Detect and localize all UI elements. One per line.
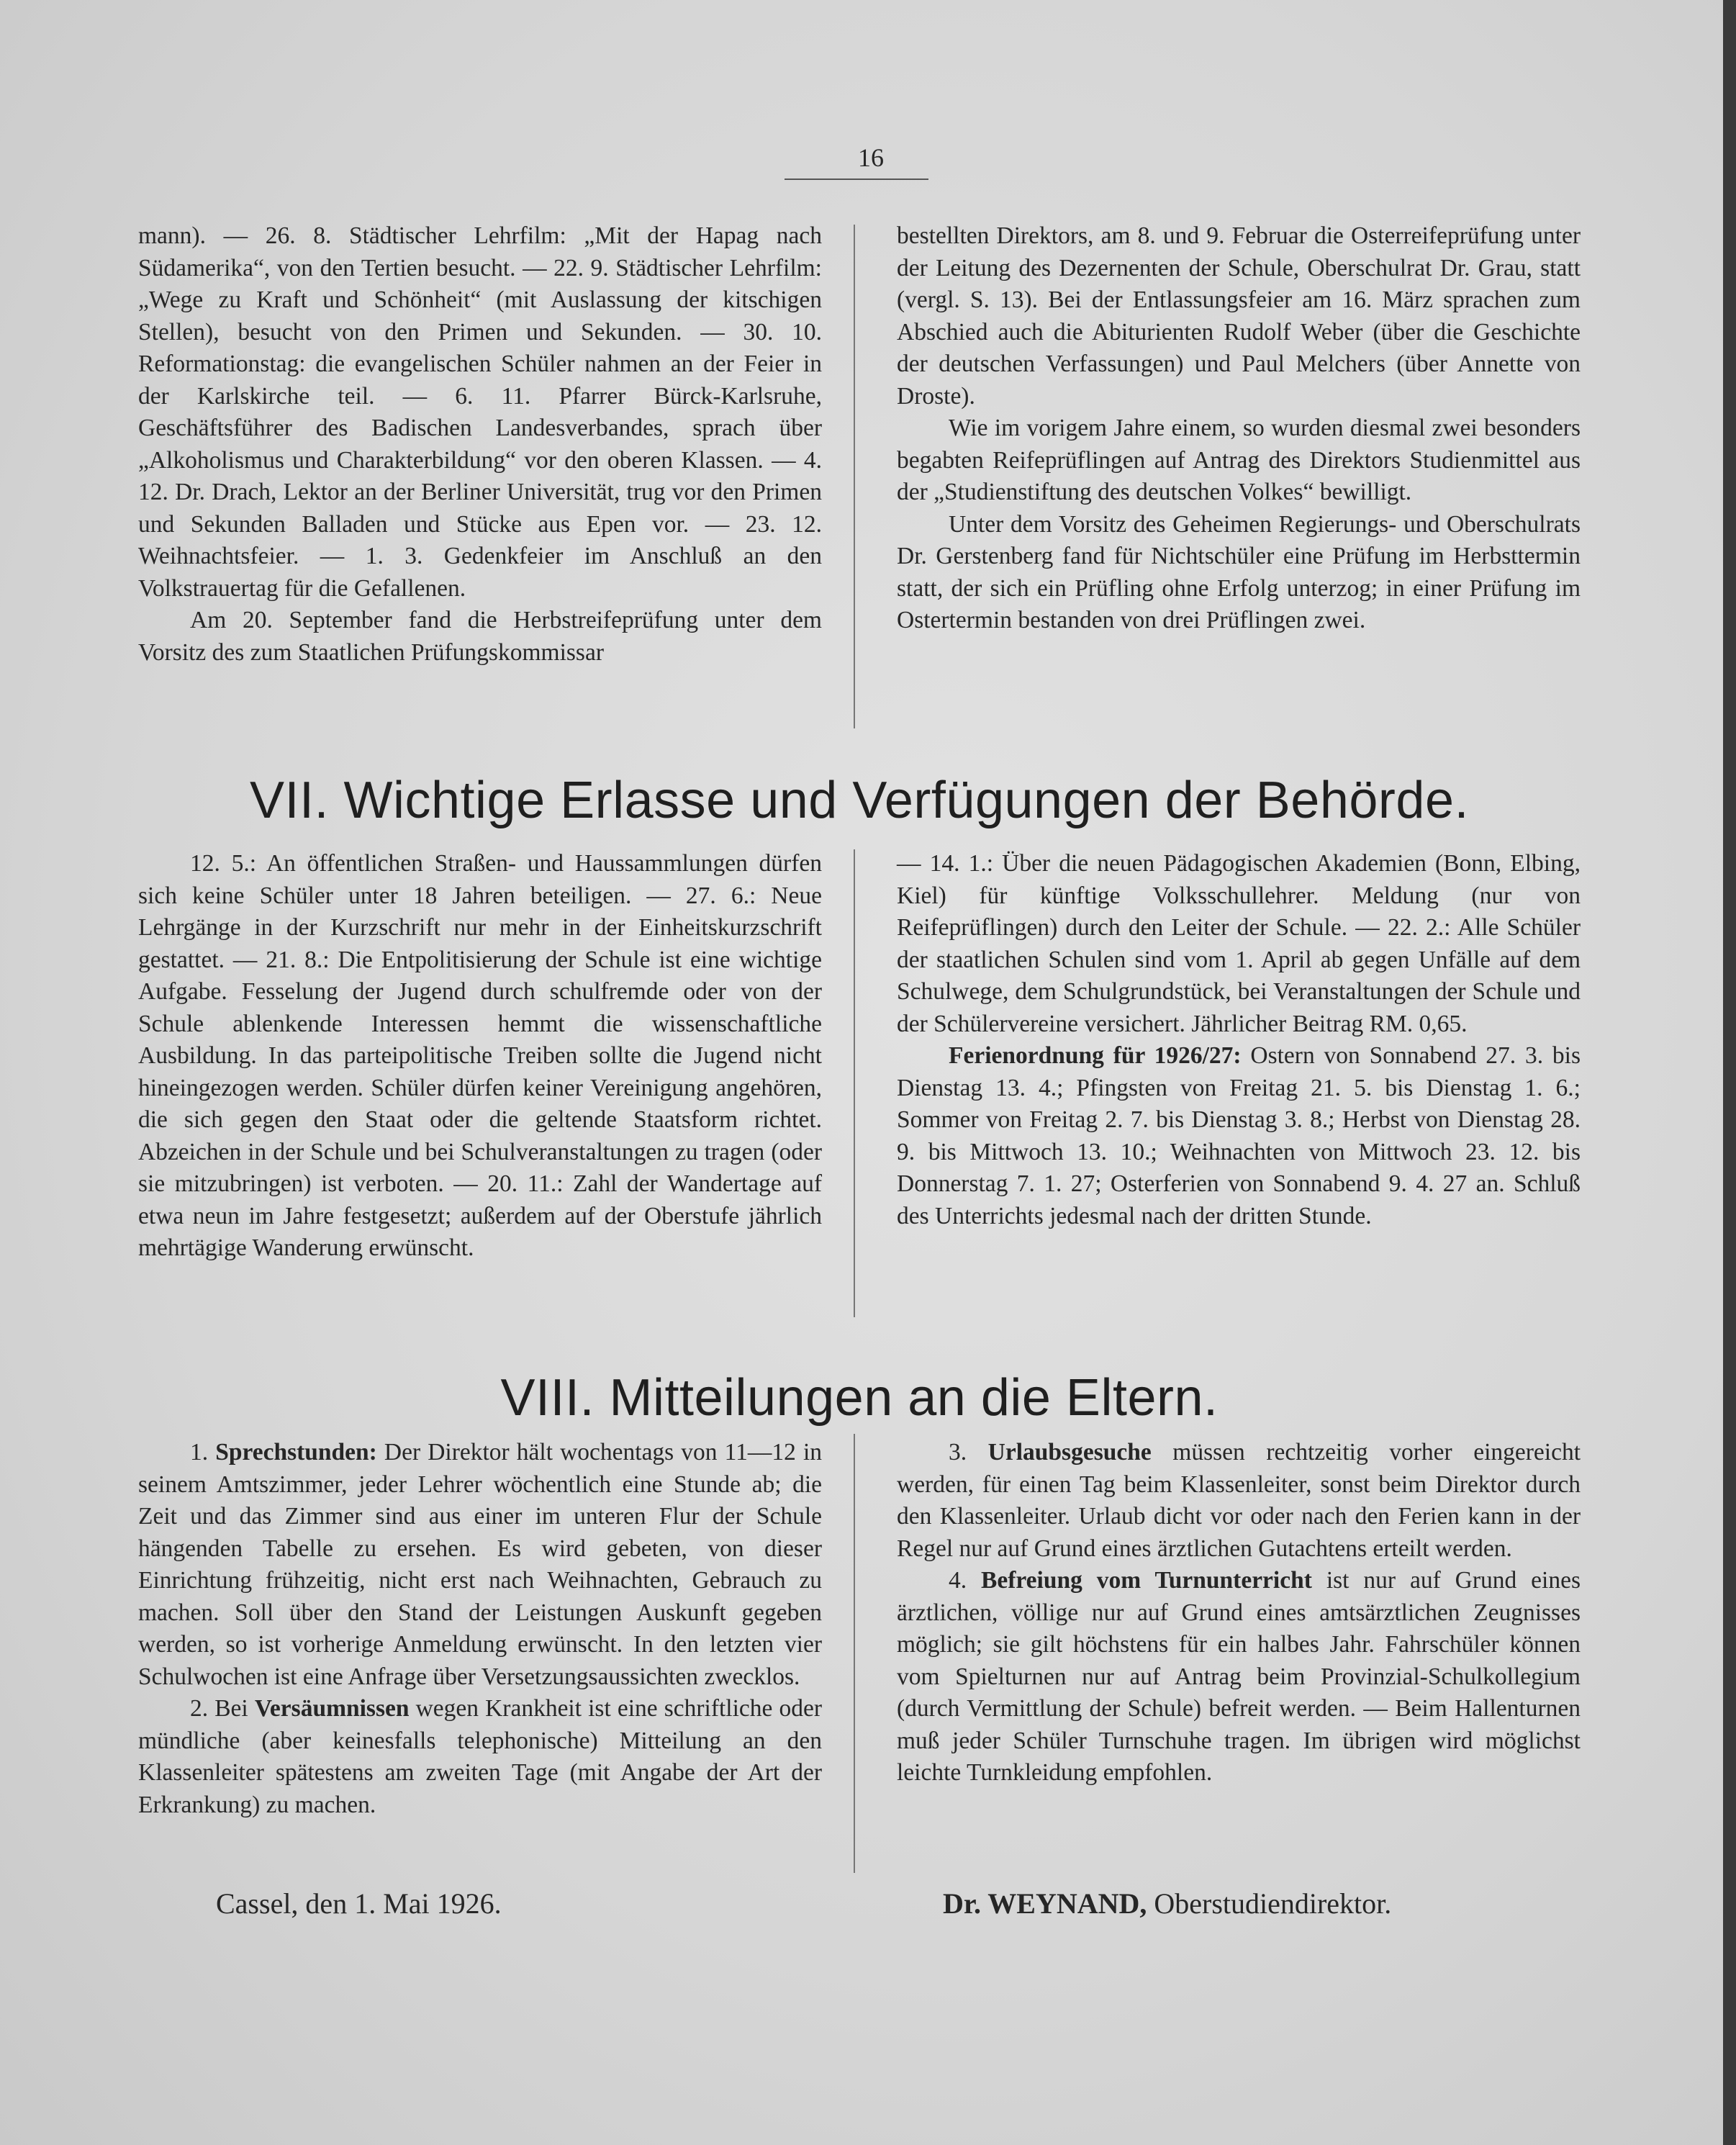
signature-name: Dr. WEYNAND, <box>943 1887 1147 1920</box>
section-vii-right-column <box>897 848 1581 1232</box>
paragraph: — 14. 1.: Über die neuen Pädagogischen Akademien (Bonn, Elbing, Kiel) für künftige Volksschullehrer. Meldung (nur von Reifeprüflingen) durch den Leiter der Schule. — 22. 2.: Alle Schüler der staatlichen Schulen sind vom 1. April ab gegen Unfälle auf dem Schulwege, dem Schulgrundstück, bei Veranstaltungen der Schule und der Schülervereine versichert. Jährlicher Beitrag RM. 0,65. <box>897 850 1581 1037</box>
ferien-label: Ferienordnung für 1926/27: <box>949 1042 1242 1069</box>
item-urlaubsgesuche <box>897 1437 1581 1565</box>
paragraph: mann). — 26. 8. Städtischer Lehrfilm: „Mit der Hapag nach Südamerika“, von den Tertien besucht. — 22. 9. Städtischer Lehrfilm: „Wege zu Kraft und Schönheit“ (mit Auslassung der kitschigen Stellen), besucht von den Primen und Sekunden. — 30. 10. Reformationstag: die evangelischen Schüler nahmen an der Feier in der Karlskirche teil. — 6. 11. Pfarrer Bürck-Karlsruhe, Geschäftsführer des Badischen Landesverbandes, sprach über „Alkoholismus und Charakterbildung“ vor den oberen Klassen. — 4. 12. Dr. Drach, Lektor an der Berliner Universität, trug vor den Primen und Sekunden Balladen und Stücke aus Epen vor. — 23. 12. Weihnachtsfeier. — 1. 3. Gedenkfeier im Anschluß an den Volkstrauertag für die Gefallenen. <box>138 222 822 602</box>
column-divider <box>854 849 855 1317</box>
ferien-text: Ostern von Sonnabend 27. 3. bis Dienstag 13. 4.; Pfingsten von Freitag 21. 5. bis Dienstag 1. 6.; Sommer von Freitag 2. 7. bis Dienstag 3. 8.; Herbst von Dienstag 28. 9. bis Mittwoch 13. 10.; Weihnachten von Mittwoch 23. 12. bis Donnerstag 7. 1. 27; Osterferien von Sonnabend 9. 4. 27 an. Schluß des Unterrichts jedesmal nach der dritten Stunde. <box>897 1042 1581 1229</box>
page-number: 16 <box>858 143 884 172</box>
section-viii-left-column <box>138 1437 822 1821</box>
ferien-paragraph <box>897 1040 1581 1232</box>
item-label: Sprechstunden: <box>215 1439 377 1466</box>
section-vi-left-column <box>138 220 822 669</box>
item-label: Urlaubsgesuche <box>987 1439 1152 1466</box>
item-text: ist nur auf Grund eines ärztlichen, völlige nur auf Grund eines amtsärztlichen Zeugnisses möglich; sie gilt höchstens für ein halbes Jahr. Fahrschüler können vom Spielturnen nur auf Antrag beim Provinzial-Schulkollegium (durch Vermittlung der Schule) befreit werden. — Beim Hallenturnen muß jeder Schüler Turnschuhe tragen. Im übrigen wird möglichst leichte Turnkleidung empfohlen. <box>897 1567 1581 1786</box>
item-turnbefreiung <box>897 1565 1581 1789</box>
place-date: Cassel, den 1. Mai 1926. <box>216 1887 502 1920</box>
item-number: 2. Bei <box>190 1695 248 1722</box>
section-viii-heading: VIII. Mitteilungen an die Eltern. <box>500 1369 1219 1427</box>
item-number: 4. <box>949 1567 967 1594</box>
section-vii-heading: VII. Wichtige Erlasse und Verfügungen der Behörde. <box>249 772 1469 829</box>
column-divider <box>854 225 855 728</box>
column-divider <box>854 1434 855 1873</box>
item-text: Der Direktor hält wochentags von 11—12 in seinem Amtszimmer, jeder Lehrer wöchentlich eine Stunde ab; die Zeit und das Zimmer sind aus einer im unteren Flur der Schule hängenden Tabelle zu ersehen. Es wird gebeten, von dieser Einrichtung frühzeitig, nicht erst nach Weihnachten, Gebrauch zu machen. Soll über den Stand der Leistungen Auskunft gegeben werden, so ist vorherige Anmeldung erwünscht. In den letzten vier Schulwochen ist eine Anfrage über Versetzungsaussichten zwecklos. <box>138 1439 823 1690</box>
page-number-rule <box>785 179 928 180</box>
signature-title: Oberstudiendirektor. <box>1154 1887 1392 1920</box>
section-vii-left-column <box>138 848 822 1265</box>
item-versaeumnisse <box>138 1693 822 1821</box>
item-label: Versäumnissen <box>254 1695 410 1722</box>
paragraph: Am 20. September fand die Herbstreifeprüfung unter dem Vorsitz des zum Staatlichen Prüfungskommissar <box>138 607 822 666</box>
signature <box>943 1886 1391 1922</box>
paragraph: Wie im vorigem Jahre einem, so wurden diesmal zwei besonders begabten Reifeprüflingen auf Antrag des Direktors Studienmittel aus der „Studienstiftung des deutschen Volkes“ bewilligt. <box>897 415 1581 505</box>
paragraph: 12. 5.: An öffentlichen Straßen- und Haussammlungen dürfen sich keine Schüler unter 18 Jahren beteiligen. — 27. 6.: Neue Lehrgänge in der Kurzschrift nur mehr in der Einheitskurzschrift gestattet. — 21. 8.: Die Entpolitisierung der Schule ist eine wichtige Aufgabe. Fesselung der Jugend durch schulfremde oder von der Schule ablenkende Interessen hemmt die wissenschaftliche Ausbildung. In das parteipolitische Treiben sollte die Jugend nicht hineingezogen werden. Schüler dürfen keiner Vereinigung angehören, die sich gegen den Staat oder die geltende Staatsform richtet. Abzeichen in der Schule und bei Schulveranstaltungen zu tragen (oder sie mitzubringen) ist verboten. — 20. 11.: Zahl der Wandertage auf etwa neun im Jahre festgesetzt; außerdem auf der Oberstufe jährlich mehrtägige Wanderung erwünscht. <box>138 850 822 1261</box>
paragraph: bestellten Direktors, am 8. und 9. Februar die Osterreifeprüfung unter der Leitung des Dezernenten der Schule, Oberschulrat Dr. Grau, statt (vergl. S. 13). Bei der Entlassungsfeier am 16. März sprachen zum Abschied auch die Abiturienten Rudolf Weber (über die Geschichte der deutschen Verfassungen) und Paul Melchers (über Annette von Droste). <box>897 222 1581 410</box>
paragraph: Unter dem Vorsitz des Geheimen Regierungs- und Oberschulrats Dr. Gerstenberg fand für Nichtschüler eine Prüfung im Herbsttermin statt, der sich ein Prüfling ohne Erfolg unterzog; in einer Prüfung im Ostertermin bestanden von drei Prüflingen zwei. <box>897 510 1581 633</box>
item-number: 3. <box>949 1439 967 1466</box>
item-text: wegen Krankheit ist eine schriftliche oder mündliche (aber keinesfalls telephonische) Mitteilung an den Klassenleiter spätestens am zweiten Tage (mit Angabe der Art der Erkrankung) zu machen. <box>138 1695 823 1818</box>
item-text: müssen rechtzeitig vorher eingereicht werden, für einen Tag beim Klassenleiter, sonst beim Direktor durch den Klassenleiter. Urlaub dicht vor oder nach den Ferien kann in der Regel nur auf Grund eines ärztlichen Gutachtens erteilt werden. <box>897 1439 1581 1562</box>
section-viii-right-column <box>897 1437 1581 1789</box>
scan-edge <box>1723 0 1736 2145</box>
section-vi-right-column <box>897 220 1581 637</box>
item-sprechstunden <box>138 1437 822 1693</box>
item-number: 1. <box>190 1439 209 1466</box>
item-label: Befreiung vom Turnunterricht <box>981 1567 1312 1594</box>
